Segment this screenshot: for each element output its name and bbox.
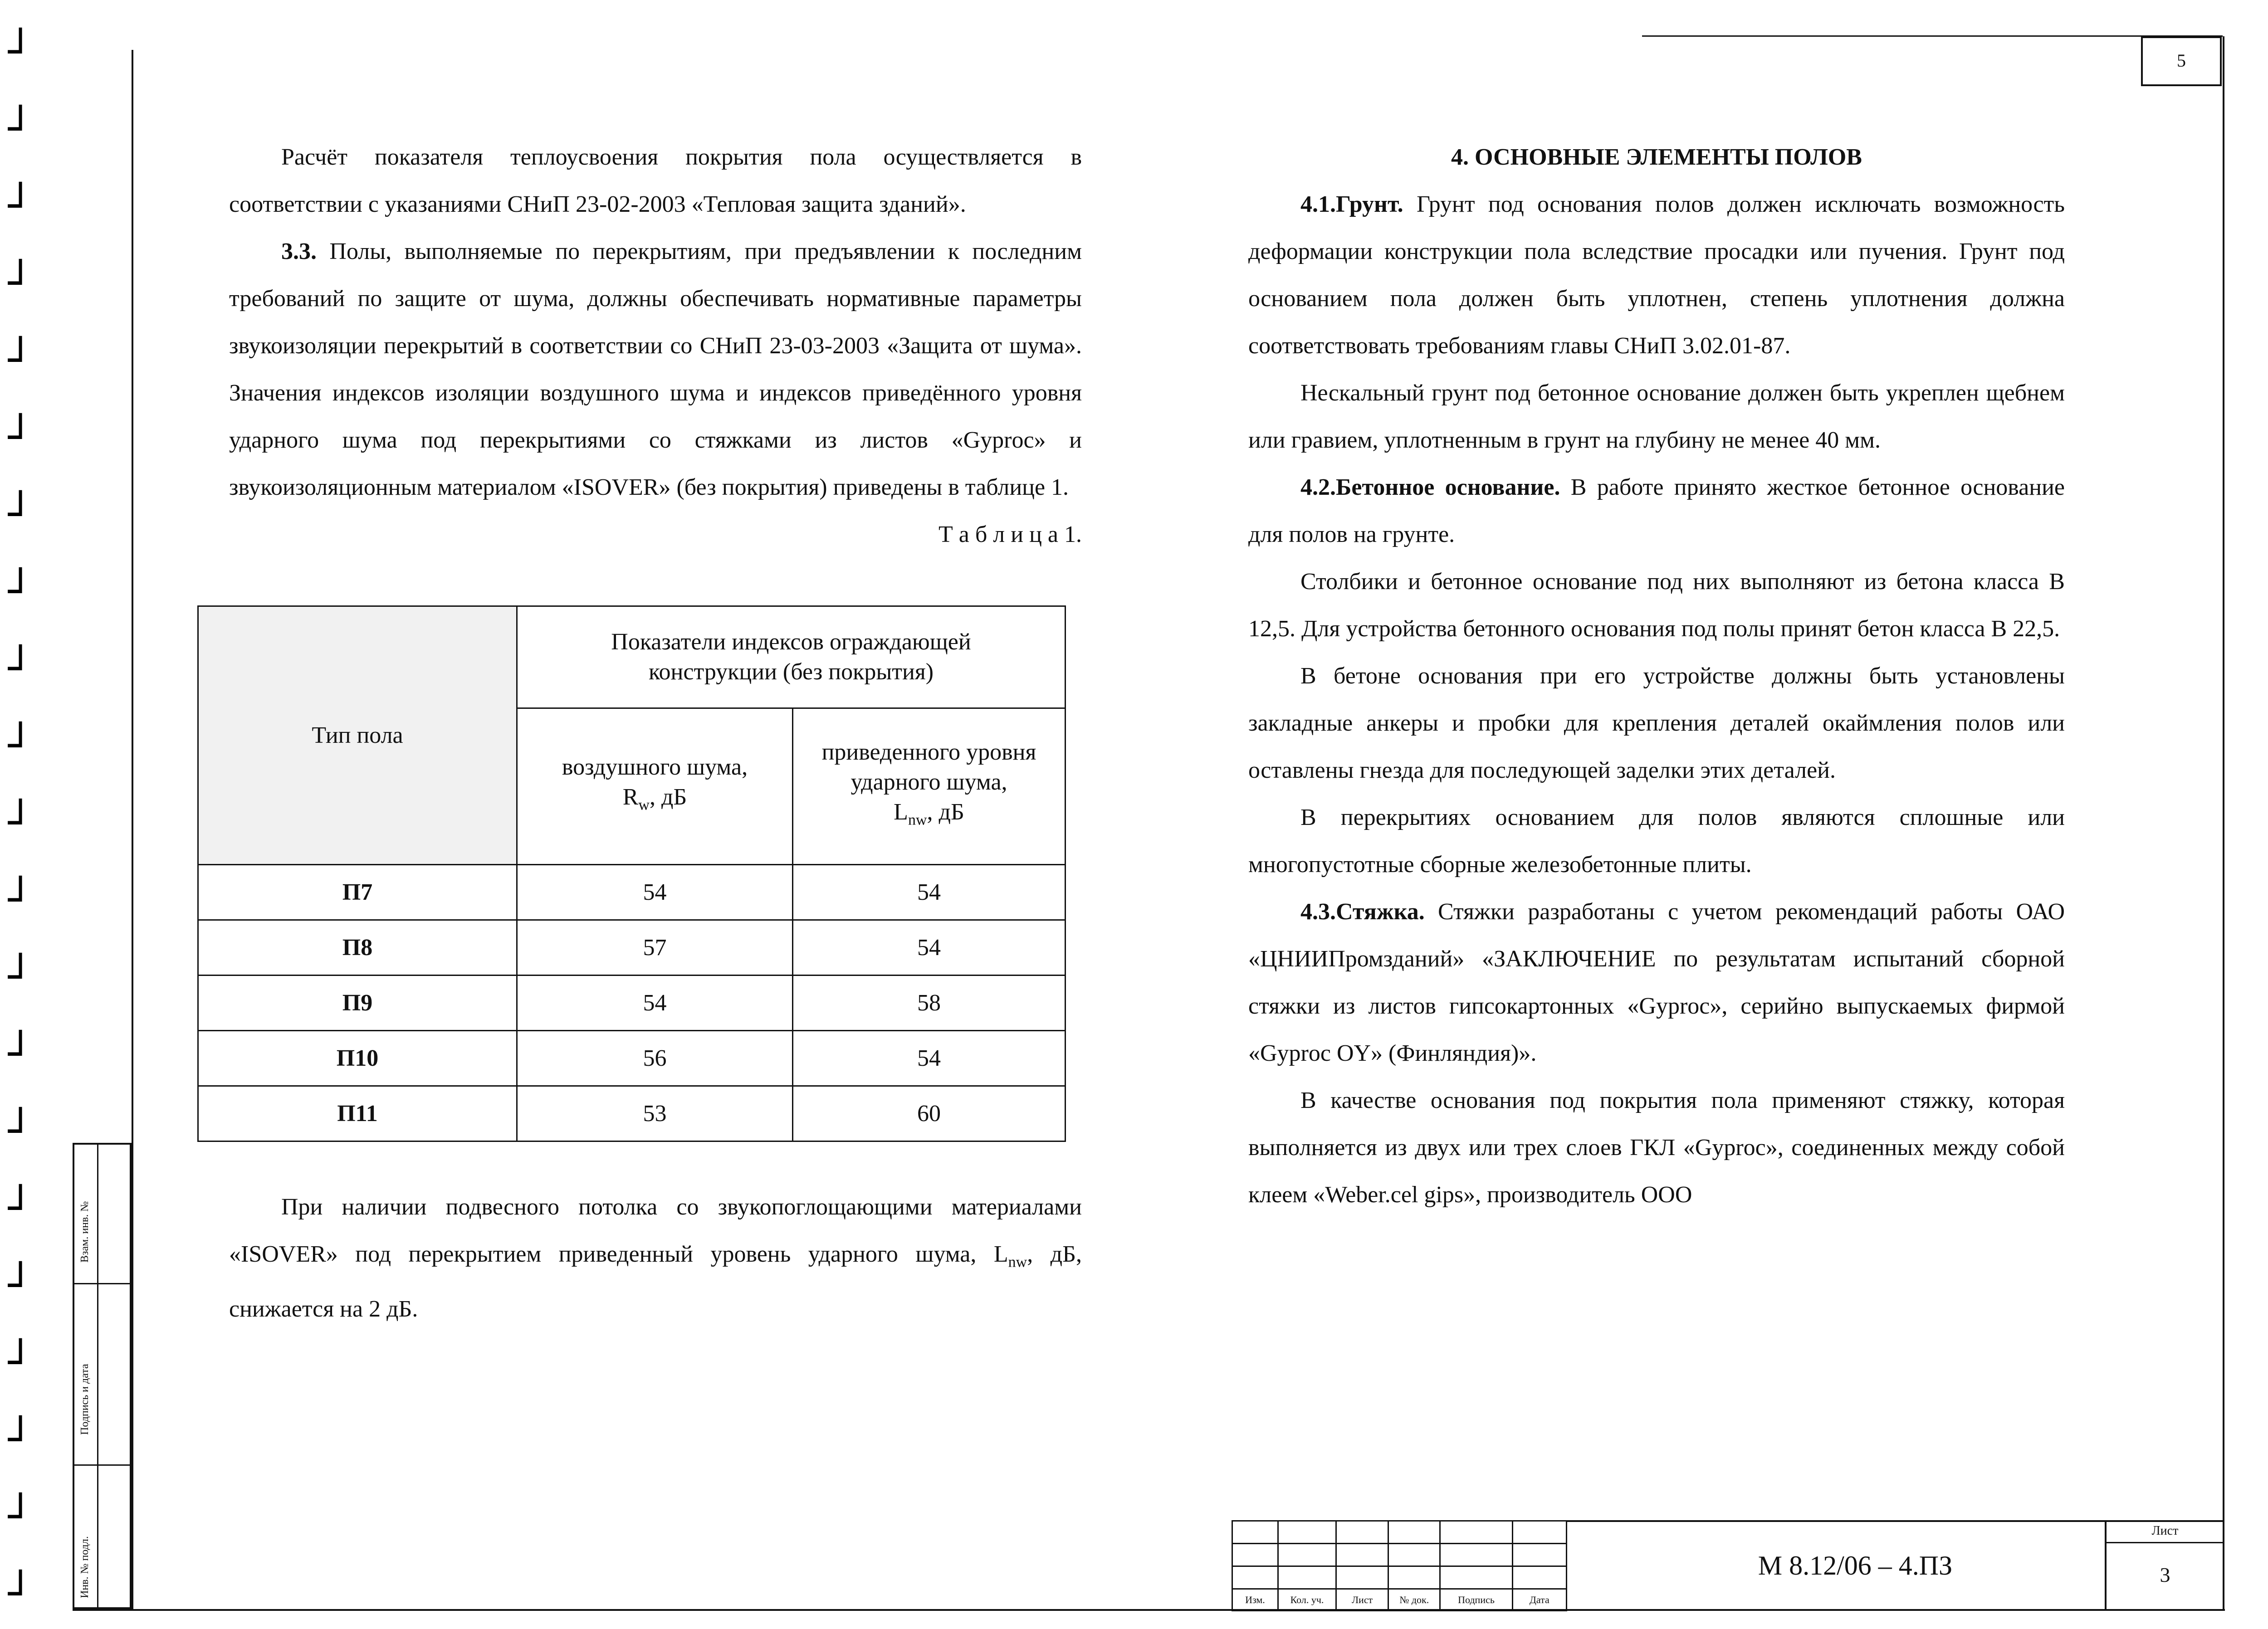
sheet-number: 3 xyxy=(2160,1563,2170,1586)
paragraph-anchors: В бетоне основания при его устройстве должны быть установлены закладные анкеры и пробки для крепления деталей окаймления полов или оставлены гнезда для последующей заделки этих деталей. xyxy=(1248,663,2065,783)
paragraph-screed: В качестве основания под покрытия пола применяют стяжку, которая выполняется из двух или трех слоев ГКЛ «Gyproc», соединенных между собой клеем «Weber.cel gips», производитель ООО xyxy=(1248,1088,2065,1208)
paragraph-4-3: 4.3.Стяжка. Стяжки разработаны с учетом рекомендаций работы ОАО «ЦНИИПромзданий» «ЗАКЛЮЧЕНИЕ по результатам испытаний сборной стяжки из листов гипсокартонных «Gyproc», серийно выпускаемых фирмой «Gyproc OY» (Финляндия)». xyxy=(1248,899,2065,1066)
sheet-box xyxy=(2105,1520,2224,1610)
paragraph-soil: Нескальный грунт под бетонное основание должен быть укреплен щебнем или гравием, уплотненным в грунт на глубину не менее 40 мм. xyxy=(1248,380,2065,453)
header-airborne: воздушного шума, $R_w$, дБ xyxy=(517,708,793,865)
table-row: П7 54 54 xyxy=(198,865,1066,920)
binder-marks: ┘ ┘ ┘ ┘ ┘ ┘ ┘ ┘ ┘ ┘ ┘ ┘ ┘ ┘ ┘ ┘ ┘ ┘ ┘ ┘ ┘ xyxy=(8,28,33,1618)
table-caption: Т а б л и ц а 1. xyxy=(938,522,1082,547)
col-label-list: Лист xyxy=(1336,1589,1388,1611)
col-label-sign: Подпись xyxy=(1440,1589,1512,1611)
section-4-heading: 4. ОСНОВНЫЕ ЭЛЕМЕНТЫ ПОЛОВ xyxy=(1451,144,1862,170)
paragraph-4-1: 4.1.Грунт. Грунт под основания полов должен исключать возможность деформации конструкции пола вследствие просадки или пучения. Грунт под основанием пола должен быть уплотнен, степень уплотнения должна соответствовать требованиям главы СНиП 3.02.01-87. xyxy=(1248,191,2065,359)
paragraph-4-2: 4.2.Бетонное основание. В работе принято жесткое бетонное основание для полов на грунте. xyxy=(1248,474,2065,547)
paragraph-ceiling: При наличии подвесного потолка со звукопоглощающими материалами «ISOVER» под перекрытием приведенный уровень ударного шума, $L_{nw}$, дБ, снижается на 2 дБ. xyxy=(229,1194,1082,1322)
paragraph-3-3: 3.3. Полы, выполняемые по перекрытиям, при предъявлении к последним требований по защите от шума, должны обеспечивать нормативные параметры звукоизоляции перекрытий в соответствии со СНиП 23-03-2003 «Защита от шума». Значения индексов изоляции воздушного шума и индексов приведённого уровня ударного шума под перекрытиями со стяжками из листов «Gyproc» и звукоизоляционным материалом «ISOVER» (без покрытия) приведены в таблице 1. xyxy=(229,239,1082,500)
table-row: П9 54 58 xyxy=(198,975,1066,1031)
paragraph-columns: Столбики и бетонное основание под них выполняют из бетона класса В 12,5. Для устройства бетонного основания под полы принят бетон класса В 22,5. xyxy=(1248,569,2065,642)
col-label-kol: Кол. уч. xyxy=(1278,1589,1336,1611)
table-row: П10 56 54 xyxy=(198,1031,1066,1086)
revision-table xyxy=(1232,1520,1567,1611)
stamp-label-original-inv: Инв. № подл. xyxy=(79,1536,91,1598)
sheet-label: Лист xyxy=(2107,1520,2224,1543)
col-label-date: Дата xyxy=(1512,1589,1566,1611)
frame-top-line xyxy=(1642,35,2223,37)
side-stamp xyxy=(73,1143,132,1609)
paragraph-heat: Расчёт показателя теплоусвоения покрытия пола осуществляется в соответствии с указаниями СНиП 23-02-2003 «Тепловая защита зданий». xyxy=(229,144,1082,217)
noise-table xyxy=(197,605,1066,1142)
header-floor-type: Тип пола xyxy=(198,606,517,865)
header-impact: приведенного уровня ударного шума, $L_{nw}$, дБ xyxy=(793,708,1066,865)
table-row: П8 57 54 xyxy=(198,920,1066,975)
frame-right-line xyxy=(2223,36,2224,1610)
stamp-label-replaced-inv: Взам. инв. № xyxy=(79,1201,91,1263)
left-column xyxy=(229,134,1082,558)
corner-page-box xyxy=(2141,36,2222,86)
stamp-label-signature-date: Подпись и дата xyxy=(79,1364,91,1435)
table-row: П11 53 60 xyxy=(198,1086,1066,1141)
title-block xyxy=(1232,1520,2224,1610)
header-indices-group: Показатели индексов ограждающей конструкции (без покрытия) xyxy=(517,606,1066,708)
paragraph-slabs: В перекрытиях основанием для полов являются сплошные или многопустотные сборные железобетонные плиты. xyxy=(1248,805,2065,878)
corner-page-number: 5 xyxy=(2177,50,2186,71)
col-label-izm: Изм. xyxy=(1232,1589,1278,1611)
noise-table-wrap xyxy=(197,605,1066,1142)
col-label-doc: № док. xyxy=(1388,1589,1440,1611)
frame-left-line xyxy=(132,50,133,1611)
right-column xyxy=(1248,134,2065,1219)
left-column-bottom xyxy=(229,1184,1082,1333)
document-code: М 8.12/06 – 4.ПЗ xyxy=(1758,1551,1953,1580)
section-number-3-3: 3.3. xyxy=(281,239,317,264)
